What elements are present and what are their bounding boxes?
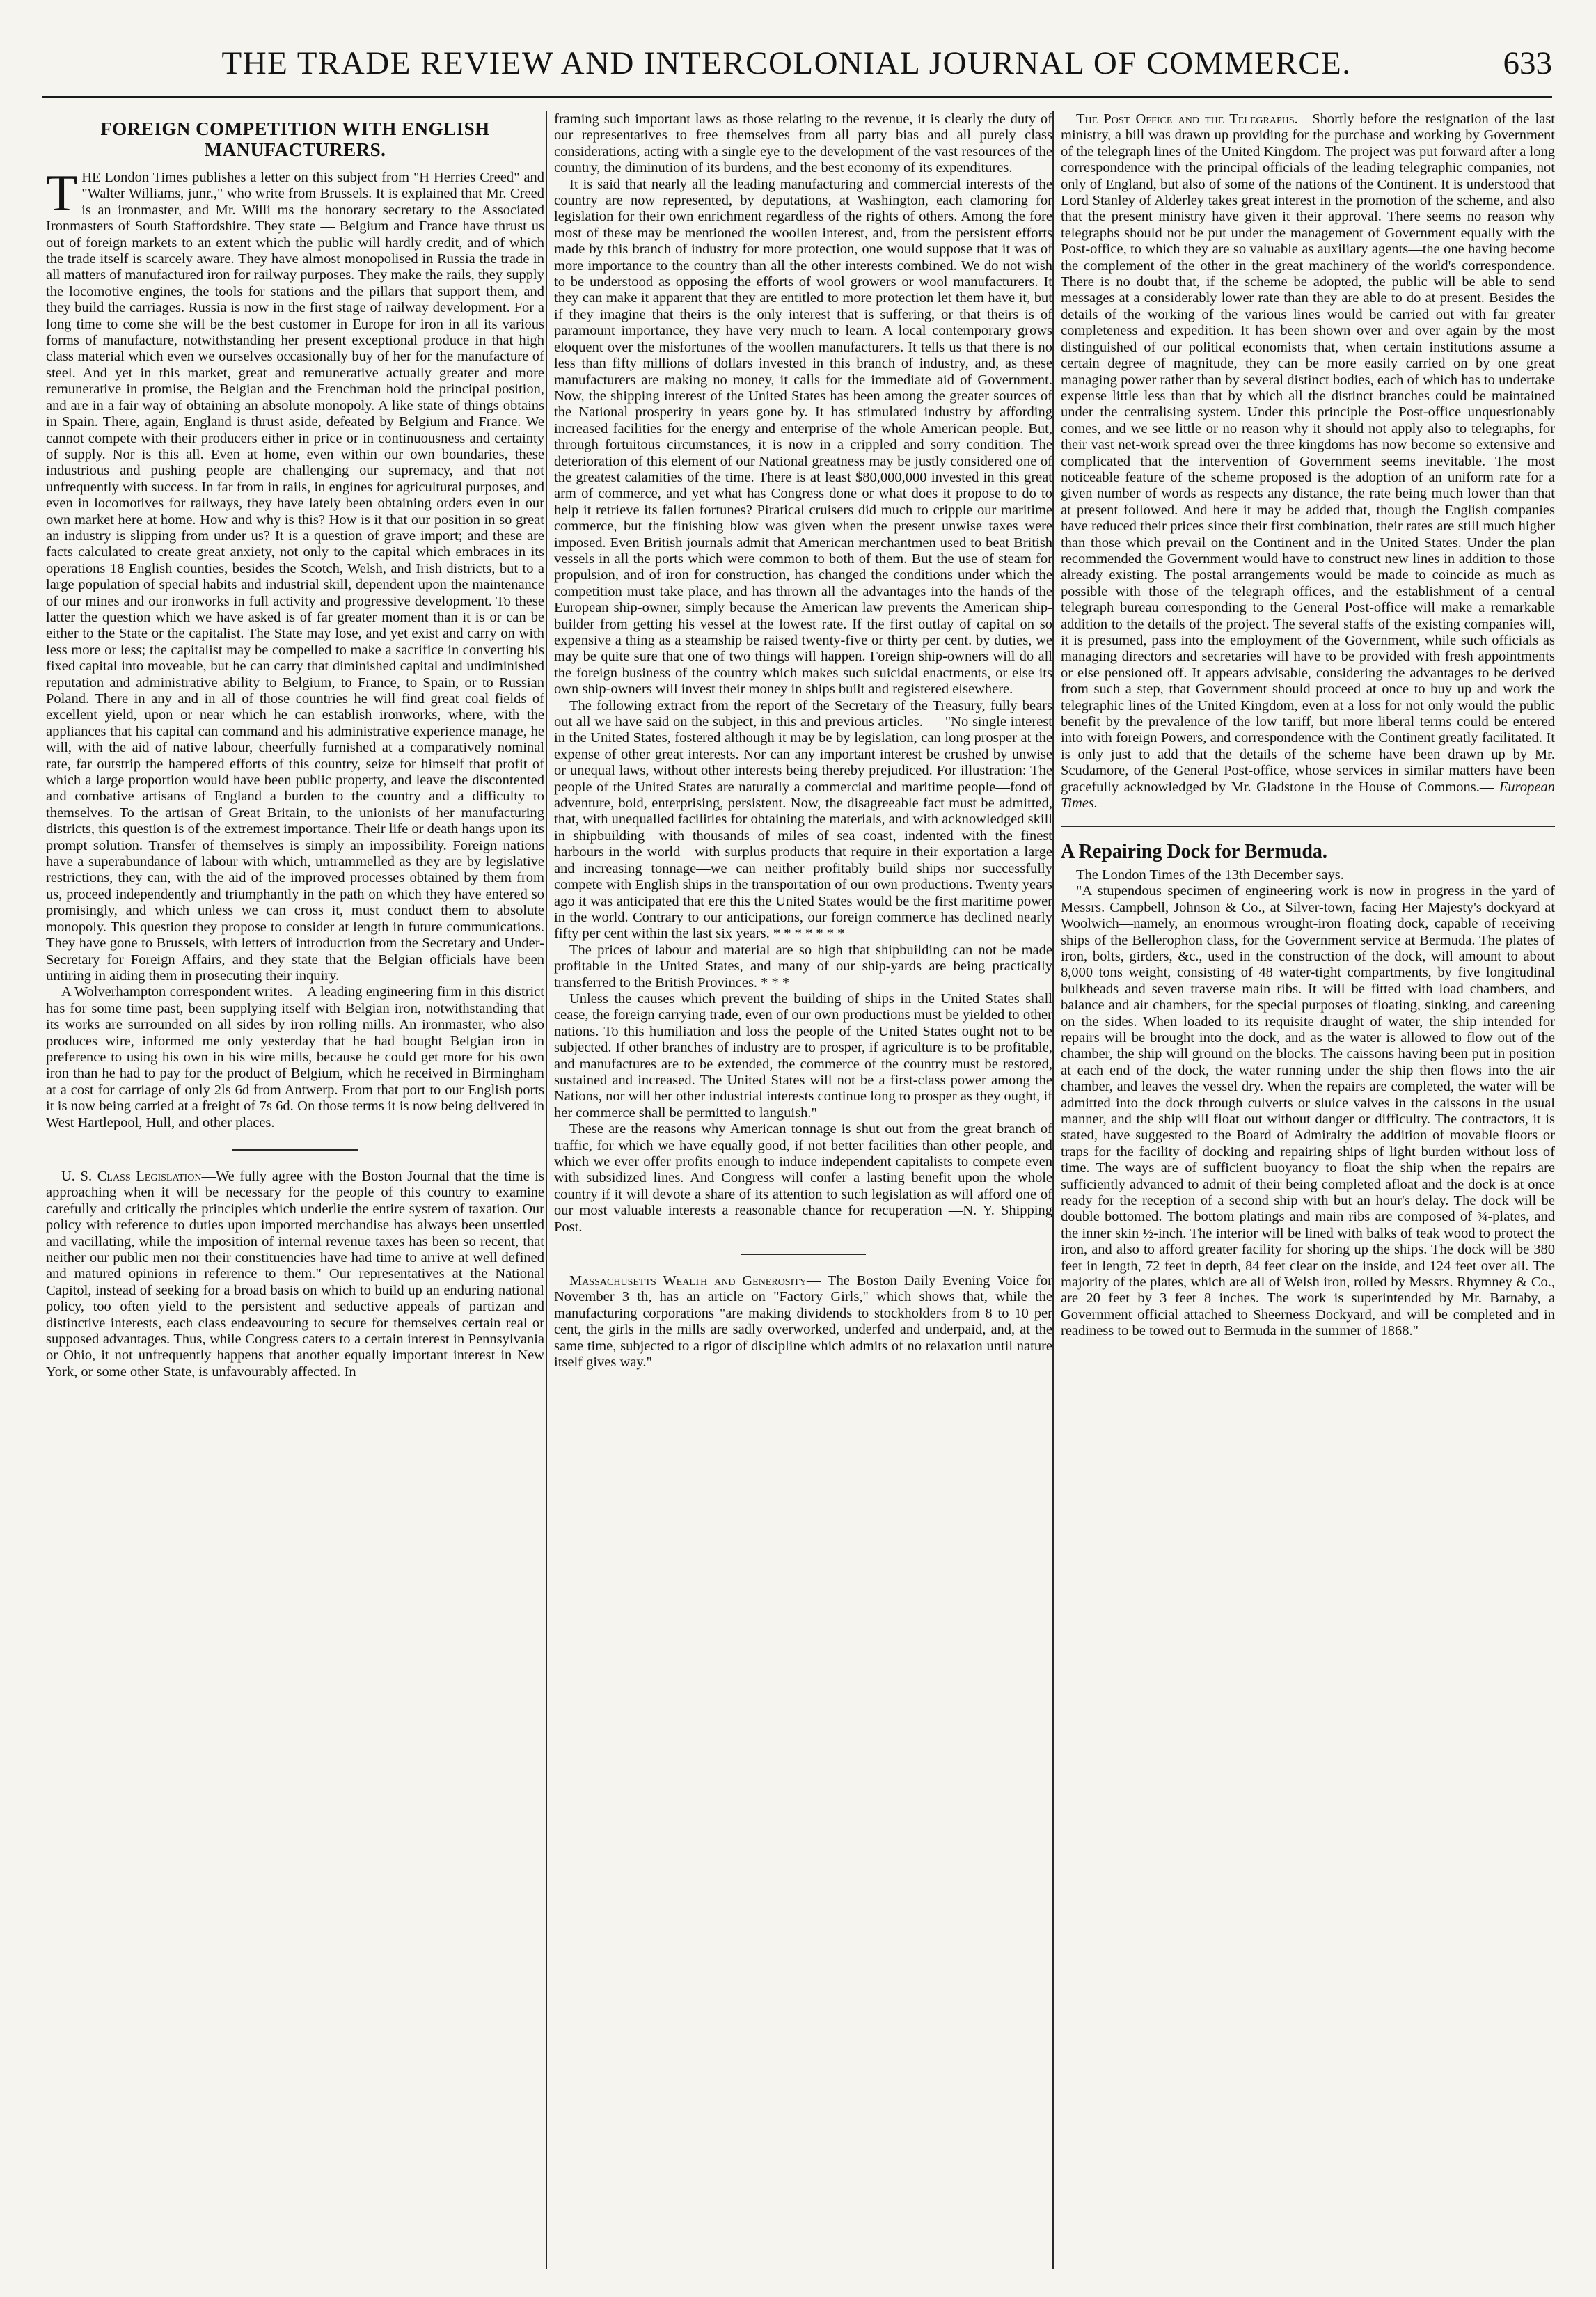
section-rule	[232, 1149, 358, 1151]
article-text: HE London Times publishes a letter on this subject from "H Herries Creed" and "Walter Williams, junr.," who write from Brussels. It is explained that Mr. Creed is an ironmaster, and Mr. Willi ms the honorary secretary to the Associated Ironmasters of South Staffordshire. They state — Belgium and France have thrust us out of foreign markets to an extent which the public will hardly credit, and of which the trade itself is scarcely aware. They have almost monopolised in Russia the trade in all matters of manufactured iron for railway purposes. They make the rails, they supply the locomotive engines, the tools for stations and the pillars that support them, and they build the carriages. Russia is now in the first stage of railway development. For a long time to come she will be the best customer in Europe for iron in all its various forms of manufacture, notwithstanding her present exceptional produce in that high class material which even we ourselves occasionally buy of her for the manufacture of steel. And yet in this market, great and remunerative actually greater and more remunerative in promise, the Belgian and the Frenchman hold the principal position, and are in a fair way of obtaining an absolute monopoly. A like state of things obtains in Spain. There, again, England is thrust aside, defeated by Belgium and France. We cannot compete with their producers either in price or in continuousness and certainty of supply. Nor is this all. Even at home, even within our own boundaries, these industrious and pushing people are challenging our supremacy, and that not unfrequently with success. In far from in rails, in engines for agricultural purposes, and even in locomotives for railways, they have lately been obtaining orders even in our own market here at home. How and why is this? How is it that our position in so great an industry is slipping from under us? It is a question of grave import; and these are facts calculated to create great anxiety, not only to the capital which embraces in its operations 18 English counties, besides the Scotch, Welsh, and Irish districts, but to a large population of special habits and industrial skill, dependent upon the maintenance of our mines and our ironworks in full activity and progressive development. To these latter the question which we have asked is of far greater moment than it is or can be either to the State or the capitalist. The State may lose, and yet exist and carry on with less more or less; the capitalist may be compelled to make a sacrifice in converting his fixed capital into moveable, but he can carry that diminished capital and undiminished reputation and administrative ability to Belgium, to France, to Spain, or to Russian Poland. There in any and in all of those countries he will find great coal fields of excellent yield, upon or near which he can establish ironworks, where, with the appliances that his capital can command and his administrative experience manage, he will, with the aid of native labour, cheerfully furnished at a comparatively nominal rate, far outstrip the hampered efforts of this country, seize for himself that profit of which a large proportion would have been public property, and leave the discontented and combative artisans of England a burden to the country and a difficulty to themselves. To the artisan of Great Britain, to the unionists of her manufacturing districts, this question is of the extremest importance. Their life or death hangs upon its prompt solution. Transfer of themselves is simply an impossibility. Foreign nations have a superabundance of labour with which, untrammelled as they are by legislative restrictions, they can, with the aid of the improved processes obtained by them from us, proceed independently and triumphantly in the path on which they have entered so promisingly, and which unless we can cross it, must conduct them to absolute monopoly. This question they propose to consider at length in future communications. They have gone to Brussels, with letters of introduction from the Secretary and Under-Secretary for Foreign Affairs, and they state that the Belgian officials have been untiring in aiding them in prosecuting their inquiry.	[46, 170, 544, 984]
article-paragraph	[46, 165, 544, 984]
article-paragraph	[1061, 111, 1555, 812]
article-paragraph: framing such important laws as those relating to the revenue, it is clearly the duty of our representatives to free themselves from all party bias and all purely class considerations, acting with a single eye to the development of the vast resources of the country, the diminution of its burdens, and the best economy of its expenditures.	[554, 111, 1052, 176]
article-paragraph: Unless the causes which prevent the building of ships in the United States shall cease, the foreign carrying trade, even of our own productions must be yielded to other nations. To this humiliation and loss the people of the United States ought not to be subjected. If other branches of industry are to prosper, if agriculture is to be profitable, and manufactures are to be extended, the commerce of the country must be restored, sustained and increased. The United States will not be a first-class power among the Nations, nor will her other industrial interests continue long to prosper as they ought, if her commerce shall be permitted to languish."	[554, 990, 1052, 1121]
article-text: —Shortly before the resignation of the last ministry, a bill was drawn up providing for the purchase and working by Government of the telegraph lines of the United Kingdom. The project was put forward after a long correspondence with the principal officials of the leading telegraphic companies, not only of England, but also of some of the nations of the Continent. It is understood that Lord Stanley of Alderley takes great interest in the promotion of the scheme, and also that the present ministry have given it their approval. There seems no reason why telegraphs should not be put under the management of Government equally with the Post-office, to which they are so valuable as auxiliary agents—the one having become the complement of the other in the great machinery of the world's correspondence. There is no doubt that, if the scheme be adopted, the public will be able to send messages at a considerably lower rate than they are able to do at present. Besides the details of the working of the various lines would be carried out with far greater completeness and expedition. It has been shown over and over again by the most distinguished of our political economists that, when certain institutions assume a certain degree of magnitude, they can be more easily carried on by one great managing power rather than by several distinct bodies, each of which has to undertake expense little less than that by which all the distinct branches could be maintained under the centralising system. Under this principle the Post-office unquestionably comes, and we see little or no reason why it should not apply also to telegraphs, for their vast net-work spread over the three kingdoms has now become so extensive and complicated that the intervention of Government seems inevitable. The most noticeable feature of the scheme proposed is the adoption of an uniform rate for a given number of words as respects any distance, the rate being much lower than that at present followed. And here it may be added that, though the English companies have reduced their prices since their first combination, their rates are still much higher than those which prevail on the Continent and in the United States. Under the plan recommended the Government would have to construct new lines in addition to those already existing. The postal arrangements would be made to coincide as much as possible with those of the telegraph offices, and the establishment of a central telegraph bureau corresponding to the General Post-office will make a remarkable addition to the details of the project. The several staffs of the existing companies will, it is presumed, pass into the employment of the Government, while such officials as managing directors and secretaries will have to be provided with fresh appointments or else pensioned off. It appears advisable, considering the advantages to be derived from such a step, that Government should proceed at once to buy up and work the telegraphic lines of the United Kingdom, even at a loss for not only would the public benefit by the prevalence of the low tariff, but more liberal terms could be entered into with foreign Powers, and correspondence with the Continent greatly facilitated. It is only just to add that the details of the scheme have been drawn up by Mr. Scudamore, of the General Post-office, whose services in similar matters have been gracefully acknowledged by Mr. Gladstone in the House of Commons.—	[1061, 111, 1555, 795]
article-intro: The London Times of the 13th December says.—	[1076, 867, 1359, 883]
column-3	[1061, 111, 1555, 2283]
article-text: —We fully agree with the Boston Journal that the time is approaching when it will be necessary for the people of this country to examine carefully and critically the principles which underlie the entire system of taxation. Our policy with reference to duties upon imported merchandise has always been unsettled and vacillating, while the imposition of internal revenue taxes has been so recent, that neither our public men nor their constituencies have had time to arrive at well defined and matured opinions in reference to them." Our representatives at the National Capitol, instead of seeking for a broad basis on which to build up an enduring national policy, too often yield to the persistent and seductive appeals of partizan and distinctive interests, each class endeavouring to secure for themselves certain real or supposed advantages. Thus, while Congress caters to a certain interest in Pennsylvania or Ohio, it not unfrequently happens that another equally important interest in New York, or some other State, is unfavourably affected. In	[46, 1168, 544, 1380]
article-paragraph: The prices of labour and material are so high that shipbuilding can not be made profitable in the United States, and many of our ship-yards are being practically transferred to the British Provinces. * * *	[554, 942, 1052, 990]
article-paragraph: It is said that nearly all the leading manufacturing and commercial interests of the country are now represented, by deputations, at Washington, each clamoring for legislation for their own enrichment regardless of the rights of others. Among the fore most of these may be mentioned the woollen interest, and, from the persistent efforts made by this branch of industry for more protection, one would suppose that it was of more importance to the country than all the other interests combined. We do not wish to be understood as opposing the efforts of wool growers or wool manufacturers. It they can make it apparent that they are entitled to more protection let them have it, but if they imagine that theirs is the only interest that is suffering, or that theirs is of paramount importance, they have very much to learn. A local contemporary grows eloquent over the misfortunes of the woollen manufacturers. It tells us that there is no less than fifty millions of dollars invested in this branch of industry, and, as these manufacturers are making no money, it calls for the immediate aid of Government. Now, the shipping interest of the United States has been among the greater sources of the National prosperity in years gone by. It has stimulated industry by affording increased facilities for the energy and enterprise of the whole American people. But, through fortuitous circumstances, it is now in a crippled and sorry condition. The deterioration of this element of our National greatness may be justly considered one of the greatest calamities of the time. There is at least $80,000,000 invested in this great arm of commerce, and yet what has Congress done or what does it propose to do to help it retrieve its fallen fortunes? Piratical cruisers did much to cripple our maritime commerce, but the finishing blow was given when the present unwise taxes were imposed. Even British journals admit that American merchantmen used to beat British vessels in all the ports which were common to both of them. But the use of steam for propulsion, and of iron for construction, has changed the conditions under which the competition must take place, and has thrown all the advantages into the hands of the European ship-owner, simply because the American law prevents the American ship-builder from getting his vessel at the lowest rate. If the first outlay of capital on so expensive a thing as a steamship be raised twenty-five or thirty per cent. by duties, we may be quite sure that one of two things will happen. Foreign ship-owners will do all the foreign business of the country which makes such suicidal enactments, or else its own ship-owners will invest their money in ships built and registered elsewhere.	[554, 176, 1052, 697]
article-source: European Times.	[1061, 779, 1555, 812]
page-header	[42, 45, 1552, 93]
article-text: — The Boston Daily Evening Voice for November 3 th, has an article on "Factory Girls," which shows that, while the manufacturing corporations "are making dividends to stockholders from 8 to 10 per cent, the girls in the mills are sadly overworked, underfed and underpaid, and, at the same time, subjected to a rigor of discipline which admits of no relaxation until nature itself gives way."	[554, 1273, 1052, 1371]
drop-cap: T	[46, 165, 78, 222]
column-divider	[546, 111, 547, 2269]
article-headline-bermuda: A Repairing Dock for Bermuda.	[1061, 841, 1327, 863]
article-paragraph	[46, 1169, 544, 1380]
column-divider	[1052, 111, 1054, 2269]
article-paragraph: The following extract from the report of the Secretary of the Treasury, fully bears out all we have said on the subject, in this and previous articles. — "No single interest in the United States, fostered although it may be by legislation, can long prosper at the expense of other great interests. Nor can any important interest be crushed by unwise or unequal laws, without other interests being thereby prejudiced. For illustration: The people of the United States are naturally a commercial and maritime people—fond of adventure, bold, enterprising, persistent. Now, the disagreeable fact must be admitted, that, with unequalled facilities for obtaining the materials, and with acknowledged skill in shipbuilding—with thousands of miles of sea coast, indented with the finest harbours in the world—with surplus products that require in their exportation a large and increasing tonnage—we can neither profitably build ships nor successfully compete with English ships in the transportation of our own productions. Twenty years ago it was anticipated that ere this the United States would be the first maritime power in the world. Contrary to our anticipations, our foreign commerce has declined nearly fifty per cent within the last six years. * * * * * * *	[554, 697, 1052, 942]
article-rubric-post-office: The Post Office and the Telegraphs.	[1076, 111, 1298, 127]
article-headline-foreign-competition: FOREIGN COMPETITION WITH ENGLISH MANUFACTURERS.	[100, 118, 490, 160]
page-title: THE TRADE REVIEW AND INTERCOLONIAL JOURNAL OF COMMERCE.	[221, 45, 1352, 81]
section-rule	[741, 1254, 866, 1255]
article-rubric-us-class-legislation: U. S. Class Legislation	[61, 1168, 202, 1184]
article-paragraph	[554, 1273, 1052, 1371]
column-2	[554, 111, 1052, 2283]
article-paragraph: These are the reasons why American tonnage is shut out from the great branch of traffic, for which we have equally good, if not better facilities than other people, and which we ever offer profits enough to induce independent capitalists to compete even with subsidized lines. And Congress will confer a lasting benefit upon the whole country if it will devote a share of its attention to such legislation as will afford one of our most valuable interests a reasonable chance for recuperation —N. Y. Shipping Post.	[554, 1121, 1052, 1235]
article-paragraph: "A stupendous specimen of engineering work is now in progress in the yard of Messrs. Campbell, Johnson & Co., at Silver-town, facing Her Majesty's dockyard at Woolwich—namely, an enormous wrought-iron floating dock, capable of receiving ships of the Bellerophon class, for the Government service at Bermuda. The plates of iron, bolts, girders, &c., used in the construction of the dock, will amount to about 8,000 tons weight, consisting of 48 water-tight compartments, by five longitudinal bulkheads and seven traverse main ribs. It will be fitted with load chambers, and balance and air chambers, for the special purposes of floating, sinking, and careening on the sides. When loaded to its requisite draught of water, the ship intended for repairs will be brought into the dock, and as the water is allowed to flow out of the chamber, the ship will ground on the blocks. The caissons having been put in position at each end of the dock, the water running under the ship then flows into the air chamber, and leaves the vessel dry. When the repairs are completed, the water will be admitted into the dock through culverts or sluice valves in the caissons in the usual manner, and the ship will float out without danger or difficulty. The contractors, it is stated, have suggested to the Board of Admiralty the addition of movable floors or traps for the facility of docking and repairing ships of light burden without loss of time. The ways are of sufficient buoyancy to float the ship when the repairs are sufficiently advanced to admit of their being completed afloat and the dock is at once ready for the reception of a second ship with but an hour's delay. The dock will be double bottomed. The bottom platings and main ribs are composed of ¾-plates, and the inner skin ½-inch. The interior will be lined with balks of teak wood to protect the iron, and also to afford greater facility for shoring up the ships. The dock will be 380 feet in length, 72 feet in depth, 84 feet clear on the inside, and 124 feet over all. The majority of the plates, which are all of Welsh iron, rolled by Messrs. Rhymney & Co., are 20 feet by 3 feet 8 inches. The work is superintended by Mr. Barnaby, a Government official attached to Sheerness Dockyard, and will be completed and in readiness to be towed out to Bermuda in the summer of 1868."	[1061, 883, 1555, 1339]
article-paragraph: A Wolverhampton correspondent writes.—A leading engineering firm in this district has for some time past, been supplying itself with Belgian iron, notwithstanding that its works are surrounded on all sides by iron rolling mills. An ironmaster, who also produces wire, informed me only yesterday that he had bought Belgian iron in preference to using his own in his wire mills, because he could get more for his own iron than he had to pay for the product of Belgium, which he received in Birmingham at a cost for carriage of only 2ls 6d from Antwerp. From that port to our English ports it is now being carried at a freight of 7s 6d. On those terms it is now being delivered in West Hartlepool, Hull, and other places.	[46, 984, 544, 1130]
page-number: 633	[1503, 45, 1552, 81]
header-rule	[42, 96, 1552, 98]
section-rule	[1061, 826, 1555, 827]
column-1	[46, 111, 544, 2283]
article-rubric-massachusetts: Massachusetts Wealth and Generosity	[569, 1273, 807, 1289]
